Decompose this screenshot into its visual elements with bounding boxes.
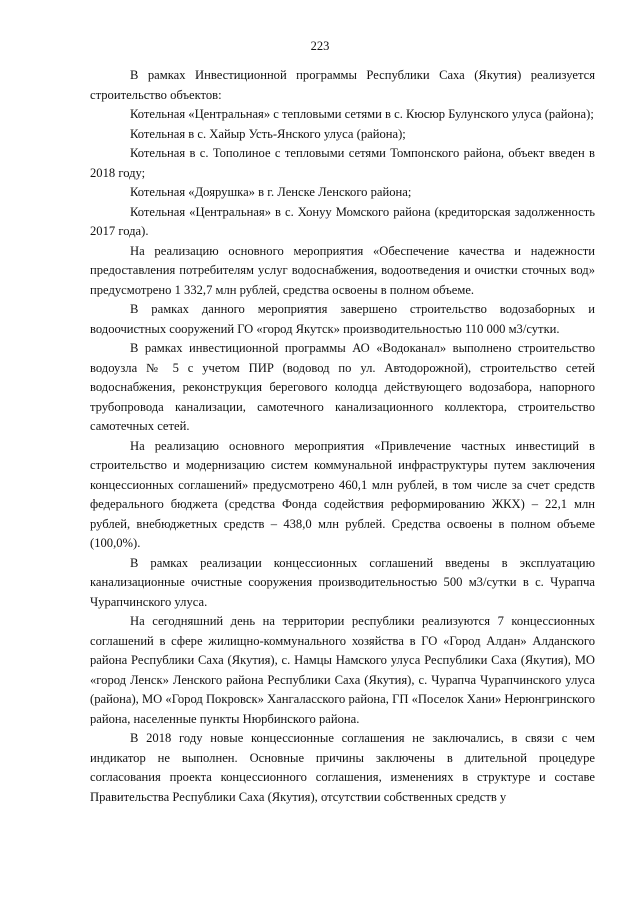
paragraph-private-investment: На реализацию основного мероприятия «Привлечение частных инвестиций в строительство и модернизацию систем коммунальной инфраструктуры путем заключения концессионных соглашений» предусмотрено 460,1 млн рублей, в том числе за счет средств федерального бюджета (средства Фонда содействия реформированию ЖКХ) – 22,1 млн рублей, внебюджетных средств – 438,0 млн рублей. Средства освоены в полном объеме (100,0%). bbox=[90, 438, 595, 550]
page-number: 223 bbox=[310, 39, 330, 53]
paragraph-churapcha-treatment: В рамках реализации концессионных соглашений введены в эксплуатацию канализационные очистные сооружения производительностью 500 м3/сутки в с. Чурапча Чурапчинского улуса. bbox=[90, 555, 595, 609]
paragraph-yakutsk-water-intake: В рамках данного мероприятия завершено строительство водозаборных и водоочистных сооружений ГО «город Якутск» производительностью 110 000 м3/сутки. bbox=[90, 302, 595, 336]
paragraph-boiler-khaiyr: Котельная в с. Хайыр Усть-Янского улуса (района); bbox=[130, 126, 406, 141]
paragraph-boiler-doyarushka: Котельная «Доярушка» в г. Ленске Ленского района; bbox=[130, 185, 412, 199]
paragraph-water-supply-quality: На реализацию основного мероприятия «Обеспечение качества и надежности предоставления потребителям услуг водоснабжения, водоотведения и очистки сточных вод» предусмотрено 1 332,7 млн рублей, средства освоены в полном объеме. bbox=[90, 243, 595, 297]
paragraph-boiler-topolinoe: Котельная в с. Тополиное с тепловыми сетями Томпонского района, объект введен в 2018 году; bbox=[90, 146, 595, 180]
paragraph-concession-agreements: На сегодняшний день на территории республики реализуются 7 концессионных соглашений в сфере жилищно-коммунального хозяйства в ГО «Город Алдан» Алданского района Республики Саха (Якутия), с. Намцы Намского улуса Республики Саха (Якутия), МО «город Ленск» Ленского района Республики Саха (Якутия), с. Чурапча Чурапчинского улуса (района), МО «Город Покровск» Хангаласского района, ГП «Поселок Хани» Нерюнгринского района, населенные пункты Нюрбинского района. bbox=[90, 614, 595, 726]
paragraph-vodokanal-program: В рамках инвестиционной программы АО «Водоканал» выполнено строительство водоузла № 5 с учетом ПИР (водовод по ул. Автодорожной), строительство сетей водоснабжения, реконструкция берегового колодца действующего водозабора, напорного трубопровода канализации, самотечного канализационного коллектора, строительство самотечных сетей. bbox=[90, 341, 595, 433]
document-body bbox=[90, 66, 595, 807]
paragraph-boiler-khonuu: Котельная «Центральная» в с. Хонуу Момского района (кредиторская задолженность 2017 года). bbox=[90, 204, 595, 238]
paragraph-indicator-not-met: В 2018 году новые концессионные соглашения не заключались, в связи с чем индикатор не выполнен. Основные причины заключены в длительной процедуре согласования проекта концессионного соглашения, изменениях в структуре и составе Правительства Республики Саха (Якутия), отсутствии собственных средств у bbox=[90, 731, 595, 804]
paragraph-boiler-kyusyur: Котельная «Центральная» с тепловыми сетями в с. Кюсюр Булунского улуса (района); bbox=[130, 107, 594, 121]
paragraph-investment-program-intro: В рамках Инвестиционной программы Республики Саха (Якутия) реализуется строительство объектов: bbox=[90, 68, 595, 102]
